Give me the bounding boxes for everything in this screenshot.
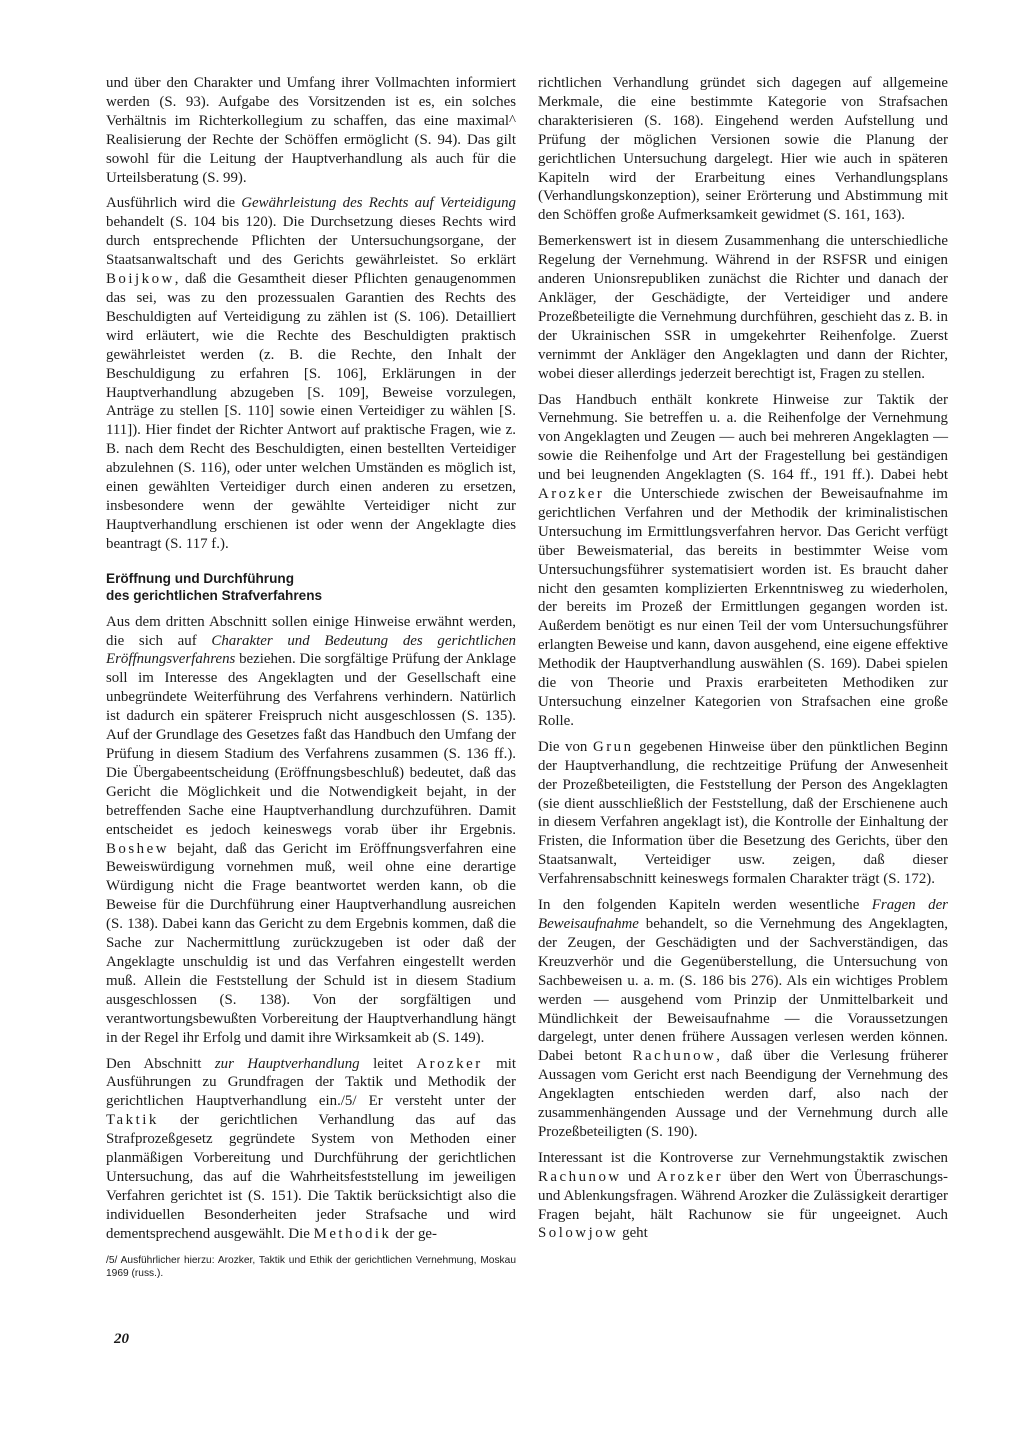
author-name: Rachunow: [632, 1048, 717, 1065]
text-run: beziehen. Die sorgfältige Prüfung der Anklage soll im Interesse des Angeklagten und der Gesellschaft eine unbegründete Weiterführung des Verfahrens verhindern. Natürlich ist dadurch ein späterer Freispruch nicht ausgeschlossen (S. 135). Auf der Grundlage des Gesetzes faßt das Handbuch den Umfang der Prüfung in diesem Stadium des Verfahrens zusammen (S. 136 ff.). Die Übergabeentscheidung (Eröffnungsbeschluß) bedeutet, daß das Gericht die Möglichkeit und die Notwendigkeit bejaht, in der betreffenden Sache eine Hauptverhandlung durchzuführen. Damit entscheidet es jedoch keineswegs vorab über ihr Ergebnis.: [106, 651, 516, 838]
paragraph: [538, 1149, 948, 1244]
paragraph: [106, 613, 516, 1048]
text-run: Interessant ist die Kontroverse zur Vernehmungstaktik zwischen: [538, 1149, 948, 1166]
page-number: 20: [114, 1331, 129, 1347]
text-run: und: [621, 1168, 657, 1185]
section-heading-line: Eröffnung und Durchführung: [106, 570, 295, 586]
section-heading: [106, 570, 516, 605]
text-run: geht: [618, 1225, 648, 1242]
text-run: In den folgenden Kapiteln werden wesentliche: [538, 897, 872, 914]
spaced-term: Methodik: [313, 1225, 392, 1242]
right-column: [538, 74, 948, 1250]
spaced-term: Taktik: [106, 1112, 159, 1129]
text-run: über den Wert von Überraschungs- und Ablenkungsfragen. Während Arozker die Zulässigkeit derartiger Fragen bejaht, hält Rachunow sie für ungeeignet. Auch: [538, 1168, 949, 1223]
author-name: Boijkow: [106, 271, 175, 288]
text-run: behandelt (S. 104 bis 120). Die Durchsetzung dieses Rechts wird durch entsprechende Pflichten der Untersuchungsorgane, der Staatsanwaltschaft und des Gerichts gewährleistet. So erklärt: [106, 214, 516, 269]
paragraph: [538, 896, 948, 1142]
author-name: Arozker: [416, 1055, 483, 1072]
text-run: Aus dem dritten Abschnitt sollen einige Hinweise erwähnt werden, die sich auf: [106, 613, 516, 649]
author-name: Arozker: [656, 1168, 724, 1185]
italic-phrase: Gewährleistung des Rechts auf Verteidigung: [241, 195, 516, 212]
paragraph: [106, 194, 516, 553]
paragraph: Bemerkenswert ist in diesem Zusammenhang die unterschiedliche Regelung der Vernehmung. Während in der RSFSR und einigen anderen Unionsrepubliken zunächst die Richter und danach der Ankläger, der Geschädigte, der Verteidiger und andere Prozeßbeteiligte die Vernehmung durchführen, geschieht das z. B. in der Ukrainischen SSR in umgekehrter Reihenfolge. Zuerst vernimmt der Ankläger den Angeklagten und dann der Richter, wobei dieser allerdings jederzeit berechtigt ist, Fragen zu stellen.: [538, 233, 948, 382]
text-run: die Unterschiede zwischen der Beweisaufnahme im gerichtlichen Verfahren und der Methodik der kriminalistischen Untersuchung im Ermittlungsverfahren hervor. Das Gericht verfügt über Beweismaterial, das bereits in bestimmter Weise vom Untersuchungsführer systematisiert worden ist. Es braucht daher nicht den gesamten komplizierten Erkenntnisweg zu wiederholen, der bereits im Prozeß der Ermittlungen gegangen worden ist. Außerdem benötigt es nur einen Teil der vom Untersuchungsführer erlangten Beweise und kann, davon ausgehend, eine eigene effektive Methodik der Hauptverhandlung auswählen (S. 169). Dabei spielen die von Theorie und Praxis erarbeiteten Methodiken zur Untersuchung einzelner Kategorien von Strafsachen eine große Rolle.: [538, 486, 948, 729]
text-run: Die von: [538, 738, 593, 755]
text-run: Das Handbuch enthält konkrete Hinweise zur Taktik der Vernehmung. Sie betreffen u. a. die Reihenfolge der Vernehmung von Angeklagten und Zeugen — auch bei mehreren Angeklagten — sowie die Reihenfolge und Art der Fragestellung bei geständigen und bei leugnenden Angeklagten (S. 164 ff., 191 ff.). Dabei hebt: [538, 391, 948, 484]
footnote: /5/ Ausführlicher hierzu: Arozker, Taktik und Ethik der gerichtlichen Vernehmung, Moskau 1969 (russ.).: [106, 1254, 516, 1280]
author-name: Boshew: [106, 840, 169, 857]
paragraph: richtlichen Verhandlung gründet sich dagegen auf allgemeine Merkmale, die eine bestimmte Kategorie von Strafsachen charakterisieren (S. 168). Eingehend werden Aufstellung und Prüfung der möglichen Versionen sowie die Planung der gerichtlichen Untersuchung dargelegt. Hier wie auch in späteren Kapiteln wird der Erarbeitung eines Verhandlungsplans (Verhandlungskonzeption), seiner Erörterung und Abstimmung mit den Schöffen große Aufmerksamkeit gewidmet (S. 161, 163).: [538, 75, 948, 224]
text-run: der ge-: [391, 1225, 437, 1242]
author-name: Arozker: [538, 486, 605, 503]
italic-phrase: zur Hauptverhandlung: [214, 1055, 360, 1072]
text-run: leitet: [359, 1055, 417, 1072]
author-name: Rachunow: [538, 1168, 622, 1185]
left-column: [106, 74, 516, 1281]
text-run: , daß über die Verlesung früherer Aussagen vom Gericht erst nach Beendigung der Vernehmung des Angeklagten entschieden werden darf, also nach der zusammenhängenden Aussage und der Vernehmung durch alle Prozeßbeteiligten (S. 190).: [538, 1048, 948, 1140]
section-heading-line: des gerichtlichen Strafverfahrens: [106, 588, 323, 604]
text-run: mit Ausführungen zu Grundfragen der Taktik und Methodik der gerichtlichen Hauptverhandlung ein./5/ Er versteht unter der: [106, 1055, 516, 1110]
text-run: gegebenen Hinweise über den pünktlichen Beginn der Hauptverhandlung, die rechtzeitige Prüfung der Anwesenheit der Prozeßbeteiligten, die Feststellung der Person des Angeklagten (sie dient ausschließlich der Feststellung, daß der Erschienene auch in diesem Verfahren angeklagt ist), die Kontrolle der Einhaltung der Fristen, die Information über die Besetzung des Gerichts, über den Staatsanwalt, Verteidiger usw. zeigen, daß dieser Verfahrensabschnitt keineswegs formalen Charakter trägt (S. 172).: [538, 738, 949, 888]
paragraph: [538, 738, 948, 889]
paragraph: [538, 391, 948, 731]
italic-phrase: Charakter und Bedeutung des gerichtlichen Eröffnungsverfahrens: [106, 632, 516, 668]
text-run: behandelt, so die Vernehmung des Angeklagten, der Zeugen, der Geschädigten und der Sachverständigen, das Kreuzverhör und die Gegenüberstellung, die Untersuchung von Sachbeweisen u. a. m. (S. 186 bis 276). Als ein wichtiges Problem werden — ausgehend vom Prinzip der Unmittelbarkeit und Mündlichkeit der Beweisaufnahme — die Voraussetzungen dargelegt, unter denen frühere Aussagen verlesen werden können. Dabei betont: [538, 915, 948, 1065]
author-name: Solowjow: [538, 1225, 619, 1242]
author-name: Grun: [592, 738, 634, 755]
text-run: Ausführlich wird die: [106, 195, 242, 212]
paragraph: und über den Charakter und Umfang ihrer Vollmachten informiert werden (S. 93). Aufgabe des Vorsitzenden ist es, ein solches Verhältnis im Richterkollegium zu schaffen, das eine maximal^ Realisierung der Rechte der Schöffen ermöglicht (S. 94). Das gilt sowohl für die Leitung der Hauptverhandlung als auch für die Urteilsberatung (S. 99).: [106, 75, 516, 186]
italic-phrase: Fragen der Beweisaufnahme: [538, 897, 948, 932]
paragraph: [106, 1055, 516, 1244]
text-run: der gerichtlichen Verhandlung das auf das Strafprozeßgesetz gegründete System von Methoden einer planmäßigen Vorbereitung und Durchführung der gerichtlichen Untersuchung, das auf die Wahrheitsfeststellung im jeweiligen Verfahren gerichtet ist (S. 151). Die Taktik berücksichtigt also die individuellen Besonderheiten jeder Strafsache und wird dementsprechend ausgewählt. Die: [106, 1112, 516, 1242]
text-run: Den Abschnitt: [106, 1055, 215, 1072]
text-run: bejaht, daß das Gericht im Eröffnungsverfahren eine Beweiswürdigung vornehmen muß, weil ohne eine derartige Würdigung nicht die Frage beantwortet werden kann, ob die Beweise für die Durchführung einer Hauptverhandlung ausreichen (S. 138). Dabei kann das Gericht zu dem Ergebnis kommen, daß die Sache zur Nachermittlung zurückzugeben ist oder daß der Angeklagte unschuldig ist und das Verfahren eingestellt werden muß. Allein die Feststellung der Schuld ist in diesem Stadium ausgeschlossen (S. 138). Von der sorgfältigen und verantwortungsbewußten Vorbereitung der Hauptverhandlung hängt in der Regel ihr Erfolg und damit ihre Wirksamkeit ab (S. 149).: [106, 840, 516, 1046]
text-run: , daß die Gesamtheit dieser Pflichten genaugenommen das sei, was zu den prozessualen Garantien des Rechts des Beschuldigten auf Verteidigung zu zählen ist (S. 106). Detailliert wird erläutert, wie die Rechte des Beschuldigten praktisch gewährleistet werden (z. B. die Rechte, den Inhalt der Beschuldigung zu erfahren [S. 106], Erklärungen in der Hauptverhandlung abzugeben [S. 109], Beweise vorzulegen, Anträge zu stellen [S. 110] sowie einen Verteidiger zu wählen [S. 111]). Hier findet der Richter Antwort auf praktische Fragen, wie z. B. nach dem Recht des Beschuldigten, einen bestellten Verteidiger abzulehnen (S. 116), oder unter welchen Umständen es möglich ist, einen gewählten Verteidiger durch einen anderen zu ersetzen, insbesondere wenn der gewählte Verteidiger nicht zur Hauptverhandlung erschienen ist oder wenn der Angeklagte dies beantragt (S. 117 f.).: [106, 271, 516, 552]
